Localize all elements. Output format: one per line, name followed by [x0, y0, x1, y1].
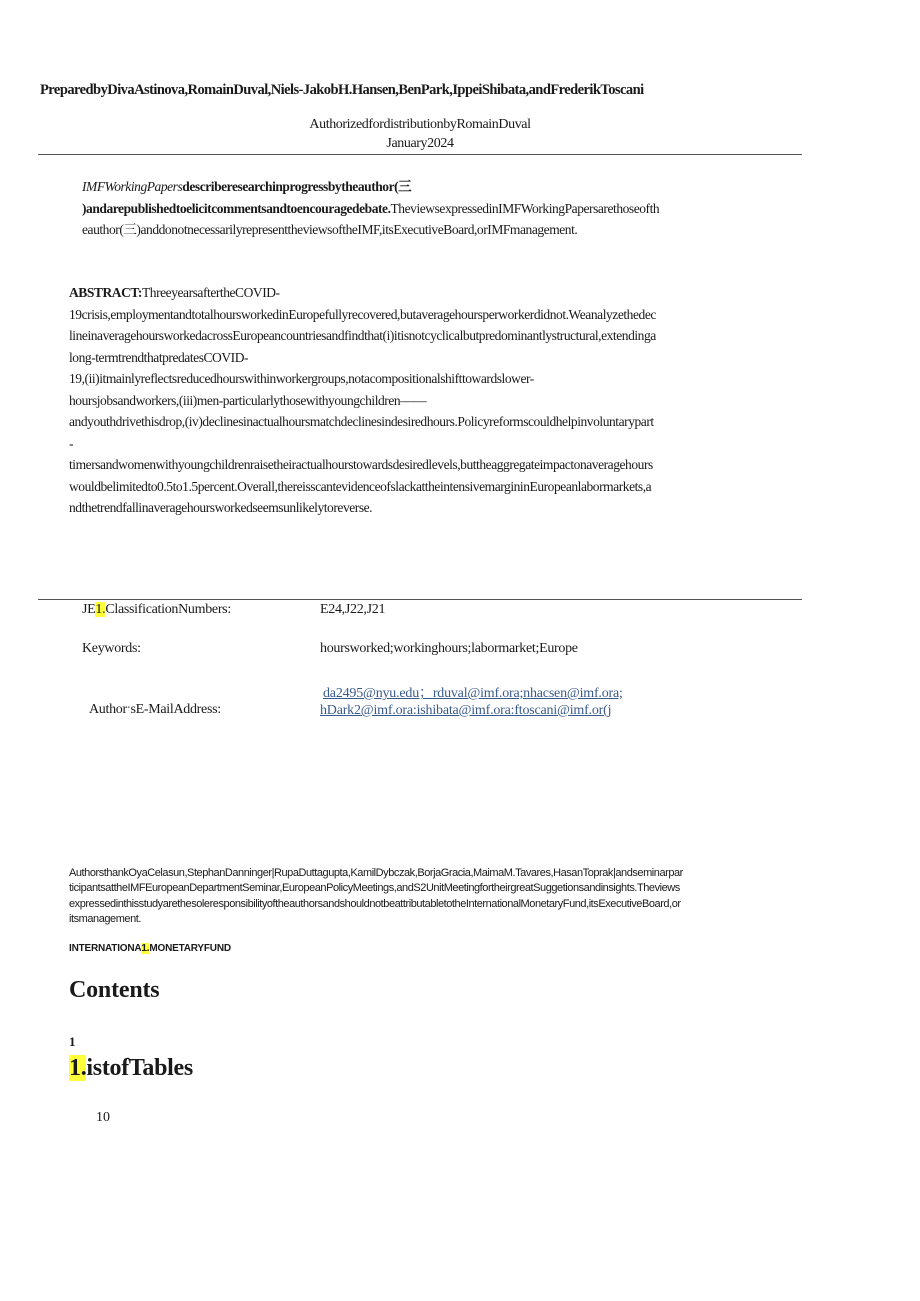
imf-highlight: 1.	[141, 943, 150, 954]
imf-org-name	[69, 943, 231, 954]
disclaimer-rest: TheviewsexpressedinIMFWorkingPapersarethoseofth eauthor(三)anddonotnecessarilyrepresenttheviewsoftheIMF,itsExecutiveBoard,orIMFmanagement.	[82, 200, 660, 237]
keywords-value: hoursworked;workinghours;labormarket;Europe	[320, 641, 578, 656]
abstract-rule	[38, 599, 802, 600]
publication-date: January2024	[386, 136, 454, 151]
email-link-line1[interactable]: da2495@nyu.edu；rduval@imf.ora;nhacsen@imf.ora;	[323, 686, 623, 701]
contents-heading: Contents	[69, 977, 160, 1003]
disclaimer-journal: IMFWorkingPapers	[82, 179, 183, 194]
email-link-line2[interactable]: hDark2@imf.ora:ishibata@imf.ora:ftoscani@imf.or(j	[320, 703, 612, 718]
disclaimer	[82, 176, 802, 241]
abstract-label: ABSTRACT:	[69, 285, 142, 300]
jel-label	[82, 602, 231, 618]
disclaimer-bold-a: describeresearchinprogressbytheauthor(三	[182, 179, 412, 194]
author-list: PreparedbyDivaAstinova,RomainDuval,Niels-JakobH.Hansen,BenPark,IppeiShibata,andFrederikToscani	[40, 82, 644, 98]
imf-suffix: MONETARYFUND	[149, 943, 231, 954]
imf-prefix: INTERNATIONA	[69, 943, 142, 954]
email-label: AuthorˑsE-MailAddress:	[89, 702, 221, 717]
lot-highlight: 1.	[69, 1055, 87, 1081]
authorized-by: AuthorizedfordistributionbyRomainDuval	[309, 117, 531, 132]
list-of-tables-heading[interactable]	[69, 1055, 193, 1082]
keywords-label: Keywords:	[82, 641, 141, 656]
abstract	[69, 282, 804, 519]
abstract-text: ThreeyearsaftertheCOVID- 19crisis,employmentandtotalhoursworkedinEuropefullyrecovered,butaveragehoursperworkerdidnot.Weanalyzethedec lineinaveragehoursworkedacrossEuropeancountriesandfindthat(i)itisnotcyclicalbutpredominantlystructural,extendinga long-termtrendthatpredatesCOVID- 19,(ii)itmainlyreflectsreducedhourswithinworkergroups,notacompositionalshifttowardslower- hoursjobsandworkers,(iii)men-particularlythosewithyoungchildren—— andyouthdrivethisdrop,(iv)declinesinactualhoursmatchdeclinesindesiredhours.Policyreformscouldhelpinvoluntarypart - timersandwomenwithyoungchildrenraisetheiractualhourstowardsdesiredlevels,buttheaggregateimpactonaveragehours wouldbelimitedto0.5to1.5percent.Overall,thereisscantevidenceofslackattheintensivemargininEuropeanlabormarkets,a ndthetrendfallinaveragehoursworkedseemsunlikelytoreverse.	[69, 285, 656, 515]
jel-highlight: 1.	[95, 602, 106, 617]
jel-value: E24,J22,J21	[320, 602, 386, 617]
header-rule	[38, 154, 802, 155]
contents-entry-number: 1	[69, 1034, 76, 1049]
jel-suffix: ClassificationNumbers:	[105, 602, 231, 617]
page-number: 10	[96, 1110, 110, 1125]
jel-prefix: JE	[82, 602, 96, 617]
acknowledgments: AuthorsthankOyaCelasun,StephanDanninger|RupaDuttagupta,KamilDybczak,BorjaGracia,MaimaM.Tavares,HasanToprak|andseminarpar ticipantsattheIMFEuropeanDepartmentSeminar,EuropeanPolicyMeetings,andS2UnitMeetingfortheirgreatSuggetionsandinsights.Theviews expressedinthisstudyarethesoleresponsibilityoftheauthorsandshouldnotbeattributabletotheInternationalMonetaryFund,itsExecutiveBoard,or itsmanagement.	[69, 867, 683, 925]
disclaimer-bold-b: )andarepublishedtoelicitcommentsandtoencouragedebate.	[82, 200, 391, 216]
lot-rest: istofTables	[86, 1055, 193, 1081]
